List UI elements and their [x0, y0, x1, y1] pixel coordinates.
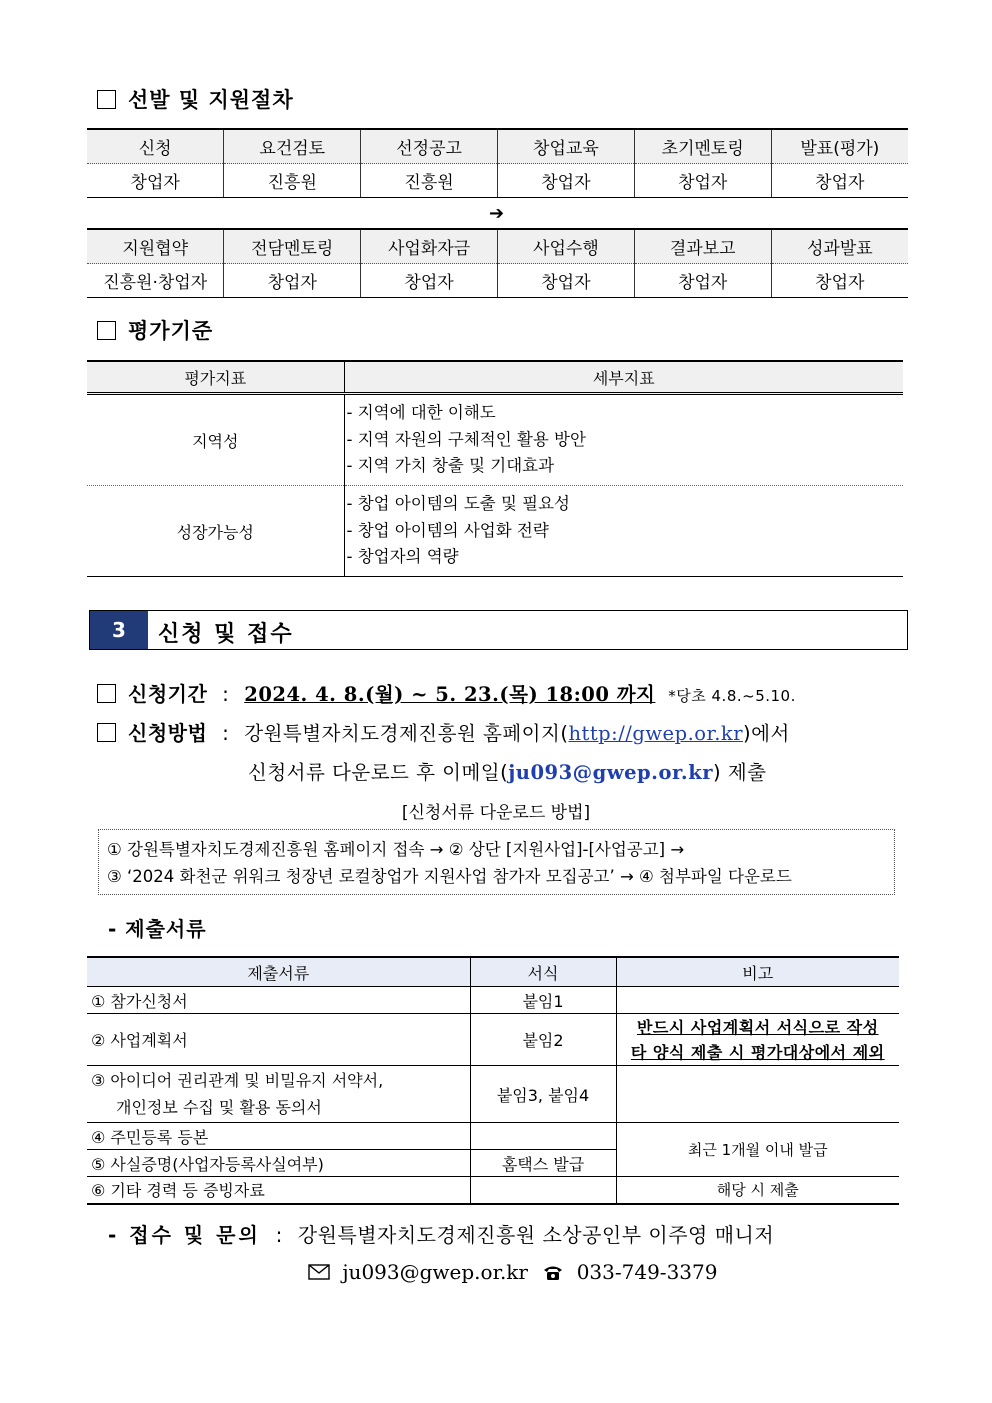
checkbox-bullet-icon — [97, 90, 116, 109]
homepage-link[interactable]: http://gwep.or.kr — [568, 722, 744, 745]
doc-name: ⑤ 사실증명(사업자등록사실여부) — [87, 1150, 470, 1177]
doc-name: ④ 주민등록 등본 — [87, 1123, 470, 1150]
docs-header-form: 서식 — [470, 957, 616, 987]
actor-cell: 창업자 — [771, 264, 908, 298]
actor-cell: 창업자 — [497, 164, 634, 198]
step-cell: 창업교육 — [497, 129, 634, 164]
application-method-line: 신청방법 : 강원특별자치도경제진흥원 홈페이지(http://gwep.or.kr)에서 — [97, 717, 790, 746]
checkbox-bullet-icon — [97, 684, 116, 703]
eval-criterion: 지역성 — [87, 394, 344, 486]
checkbox-bullet-icon — [97, 321, 116, 340]
actor-cell: 창업자 — [634, 264, 771, 298]
section-3-title: 신청 및 접수 — [158, 622, 294, 647]
eval-details: - 창업 아이템의 도출 및 필요성 - 창업 아이템의 사업화 전략 - 창업자의 역량 — [344, 486, 903, 577]
step-cell: 결과보고 — [634, 229, 771, 264]
doc-form — [470, 1123, 616, 1150]
doc-form: 붙임3, 붙임4 — [470, 1066, 616, 1123]
step-cell: 신청 — [87, 129, 224, 164]
section-title-evaluation: 평가기준 — [97, 315, 213, 345]
period-note: *당초 4.8.~5.10. — [668, 687, 796, 705]
doc-name: ① 참가신청서 — [87, 987, 470, 1014]
step-cell: 지원협약 — [87, 229, 224, 264]
step-cell: 성과발표 — [771, 229, 908, 264]
actor-cell: 창업자 — [497, 264, 634, 298]
actor-cell: 창업자 — [634, 164, 771, 198]
application-period-line: 신청기간 : 2024. 4. 8.(월) ~ 5. 23.(목) 18:00 까지 *당초 4.8.~5.10. — [97, 678, 796, 707]
step-cell: 사업수행 — [497, 229, 634, 264]
telephone-icon — [542, 1263, 564, 1281]
doc-form: 붙임1 — [470, 987, 616, 1014]
documents-title: - 제출서류 — [108, 917, 207, 941]
actor-cell: 진흥원 — [224, 164, 361, 198]
documents-table — [87, 956, 899, 1205]
actor-cell: 창업자 — [361, 264, 498, 298]
section-title-selection-process: 선발 및 지원절차 — [97, 84, 294, 114]
doc-form: 홈택스 발급 — [470, 1150, 616, 1177]
doc-name: ② 사업계획서 — [87, 1014, 470, 1066]
step-cell: 사업화자금 — [361, 229, 498, 264]
process-table-1 — [87, 128, 908, 198]
contact-details — [308, 1260, 717, 1284]
docs-header-name: 제출서류 — [87, 957, 470, 987]
doc-note: 반드시 사업계획서 서식으로 작성 타 양식 제출 시 평가대상에서 제외 — [616, 1014, 899, 1066]
doc-form: 붙임2 — [470, 1014, 616, 1066]
eval-criterion: 성장가능성 — [87, 486, 344, 577]
contact-email[interactable]: ju093@gwep.or.kr — [342, 1260, 528, 1284]
checkbox-bullet-icon — [97, 723, 116, 742]
contact-phone[interactable]: 033-749-3379 — [576, 1260, 718, 1284]
doc-form — [470, 1177, 616, 1204]
step-cell: 요건검토 — [224, 129, 361, 164]
eval-header-criterion: 평가지표 — [87, 361, 344, 394]
application-method-line-2: 신청서류 다운로드 후 이메일(ju093@gwep.or.kr) 제출 — [248, 761, 767, 784]
doc-name: ⑥ 기타 경력 등 증빙자료 — [87, 1177, 470, 1204]
actor-cell: 진흥원 — [361, 164, 498, 198]
email-link[interactable]: ju093@gwep.or.kr — [508, 761, 714, 784]
contact-line: - 접수 및 문의 : 강원특별자치도경제진흥원 소상공인부 이주영 매니저 — [108, 1223, 775, 1247]
download-steps-box: ① 강원특별자치도경제진흥원 홈페이지 접속 → ② 상단 [지원사업]-[사업공고] → ③ ‘2024 화천군 위워크 청장년 로컬창업가 지원사업 참가자 모집공고’ → ④ 첨부파일 다운로드 — [98, 829, 895, 895]
eval-details: - 지역에 대한 이해도 - 지역 자원의 구체적인 활용 방안 - 지역 가치 창출 및 기대효과 — [344, 394, 903, 486]
step-cell: 전담멘토링 — [224, 229, 361, 264]
doc-note-recent: 최근 1개월 이내 발급 — [616, 1123, 899, 1177]
step-cell: 선정공고 — [361, 129, 498, 164]
actor-cell: 창업자 — [224, 264, 361, 298]
docs-header-note: 비고 — [616, 957, 899, 987]
section-number-badge: 3 — [90, 611, 148, 649]
step-cell: 초기멘토링 — [634, 129, 771, 164]
actor-cell: 진흥원·창업자 — [87, 264, 224, 298]
envelope-icon — [308, 1264, 330, 1280]
arrow-right-icon: ➔ — [489, 203, 505, 224]
doc-name: ③ 아이디어 권리관계 및 비밀유지 서약서, 개인정보 수집 및 활용 동의서 — [87, 1066, 470, 1123]
eval-header-details: 세부지표 — [344, 361, 903, 394]
process-table-2 — [87, 228, 908, 298]
actor-cell: 창업자 — [87, 164, 224, 198]
doc-note: 해당 시 제출 — [616, 1177, 899, 1204]
actor-cell: 창업자 — [771, 164, 908, 198]
section-3-header — [89, 610, 908, 650]
step-cell: 발표(평가) — [771, 129, 908, 164]
evaluation-table — [87, 360, 903, 577]
application-period-value: 2024. 4. 8.(월) ~ 5. 23.(목) 18:00 까지 — [244, 683, 656, 706]
download-heading: [신청서류 다운로드 방법] — [401, 803, 591, 823]
